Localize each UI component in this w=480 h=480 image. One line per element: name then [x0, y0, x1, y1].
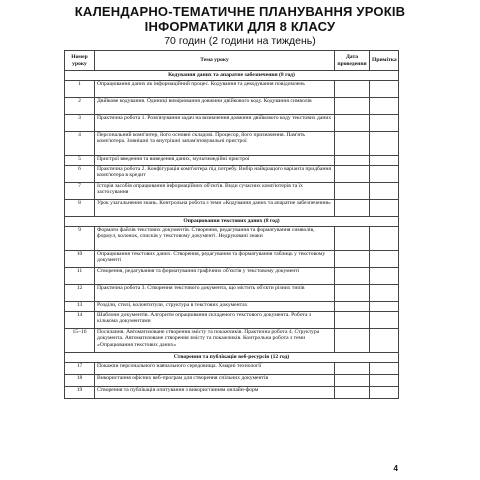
- lesson-number: 14: [65, 312, 95, 329]
- lesson-topic: Практична робота 3. Створення текстового документа, що містить об'єкти різних типів: [95, 285, 335, 302]
- lesson-number: 11: [65, 268, 95, 285]
- column-header-note: Примітка: [370, 51, 399, 71]
- lesson-number: 17: [65, 363, 95, 375]
- lesson-date-cell[interactable]: [335, 387, 370, 399]
- lesson-date-cell[interactable]: [335, 363, 370, 375]
- table-row: [65, 200, 399, 217]
- lesson-note-cell[interactable]: [370, 312, 399, 329]
- lesson-number: 6: [65, 166, 95, 183]
- lesson-topic: Використання офісних веб-програм для створення спільних документів: [95, 375, 335, 387]
- lesson-date-cell[interactable]: [335, 98, 370, 115]
- table-row: [65, 387, 399, 399]
- lesson-date-cell[interactable]: [335, 285, 370, 302]
- lesson-topic: Практична робота 1. Розв'язування задач на визначення довжини двійкового коду текстових даних: [95, 115, 335, 132]
- table-body: [65, 71, 399, 399]
- table-row: [65, 251, 399, 268]
- lesson-note-cell[interactable]: [370, 183, 399, 200]
- section-title: Опрацювання текстових даних (8 год): [65, 217, 399, 227]
- lesson-topic: Пристрої введення та виведення даних, мультимедійні пристрої: [95, 156, 335, 166]
- table-row: [65, 268, 399, 285]
- table-row: [65, 363, 399, 375]
- lesson-number: 8: [65, 200, 95, 217]
- lesson-note-cell[interactable]: [370, 166, 399, 183]
- lesson-note-cell[interactable]: [370, 268, 399, 285]
- lesson-topic: Створення та публікація опитування з використанням онлайн-форм: [95, 387, 335, 399]
- lesson-date-cell[interactable]: [335, 183, 370, 200]
- table-row: [65, 227, 399, 251]
- lesson-note-cell[interactable]: [370, 329, 399, 353]
- lesson-number: 12: [65, 285, 95, 302]
- lesson-number: 1: [65, 81, 95, 98]
- lesson-date-cell[interactable]: [335, 375, 370, 387]
- lesson-topic: Покажчи персонального навчального середовища. Хмарні технології: [95, 363, 335, 375]
- page-title-line1: КАЛЕНДАРНО-ТЕМАТИЧНЕ ПЛАНУВАННЯ УРОКІВ: [74, 4, 406, 19]
- column-header-num: Номер уроку: [65, 51, 95, 71]
- table-row: [65, 132, 399, 156]
- lesson-number: 18: [65, 375, 95, 387]
- lesson-number: 2: [65, 98, 95, 115]
- lesson-topic: Практична робота 2. Конфігурація комп'ютера під потребу. Вибір найкращого варіанта придбання комп'ютера в кредит: [95, 166, 335, 183]
- lesson-topic: Шаблони документів. Алгоритм опрацювання складеного текстового документа. Робота з кількома документами: [95, 312, 335, 329]
- lesson-date-cell[interactable]: [335, 302, 370, 312]
- lesson-date-cell[interactable]: [335, 329, 370, 353]
- page-subtitle: 70 годин (2 години на тиждень): [164, 35, 316, 47]
- table-row: [65, 156, 399, 166]
- lesson-topic: Створення, редагування та форматування графічних об'єктів у текстовому документі: [95, 268, 335, 285]
- lesson-note-cell[interactable]: [370, 285, 399, 302]
- lesson-date-cell[interactable]: [335, 132, 370, 156]
- section-title: Створення та публікація веб-ресурсів (12 год): [65, 353, 399, 363]
- table-section-row: [65, 217, 399, 227]
- table-row: [65, 115, 399, 132]
- lesson-date-cell[interactable]: [335, 156, 370, 166]
- lesson-topic: Посилання. Автоматизоване створення змісту та покажчиків. Практична робота 4. Структура документа. Автоматизоване створення змісту та покажчиків. Контрольна робота з теми «Опрацювання текстових даних»: [95, 329, 335, 353]
- lesson-date-cell[interactable]: [335, 200, 370, 217]
- page-number: 4: [393, 464, 398, 473]
- table-row: [65, 375, 399, 387]
- section-title: Кодування даних та апаратне забезпечення (8 год): [65, 71, 399, 81]
- lesson-topic: Персональний комп'ютер, його основні складові. Процесор, його призначення. Пам'ять комп'ютера. Зовнішні та внутрішні запам'ятовувальні пристрої: [95, 132, 335, 156]
- lesson-number: 13: [65, 302, 95, 312]
- lesson-note-cell[interactable]: [370, 132, 399, 156]
- table-row: [65, 81, 399, 98]
- column-header-topic: Тема уроку: [95, 51, 335, 71]
- lesson-number: 3: [65, 115, 95, 132]
- lesson-topic: Розділи, стилі, колонтитули, структура в текстових документах: [95, 302, 335, 312]
- lesson-date-cell[interactable]: [335, 227, 370, 251]
- lesson-topic: Опрацювання текстових даних. Створення, редагування та форматування таблиць у текстовому документі: [95, 251, 335, 268]
- lesson-note-cell[interactable]: [370, 98, 399, 115]
- lesson-number: 19: [65, 387, 95, 399]
- lesson-date-cell[interactable]: [335, 251, 370, 268]
- lesson-topic: Опрацювання даних як інформаційний процес. Кодування та декодування повідомлень: [95, 81, 335, 98]
- table-row: [65, 329, 399, 353]
- lesson-date-cell[interactable]: [335, 312, 370, 329]
- table-row: [65, 302, 399, 312]
- table-section-row: [65, 71, 399, 81]
- lesson-note-cell[interactable]: [370, 227, 399, 251]
- lesson-number: 15–16: [65, 329, 95, 353]
- lesson-topic: Історія засобів опрацювання інформаційних об'єктів. Види сучасних комп'ютерів та їх застосування: [95, 183, 335, 200]
- table-row: [65, 183, 399, 200]
- lesson-date-cell[interactable]: [335, 81, 370, 98]
- column-header-date: Дата проведення: [335, 51, 370, 71]
- lesson-number: 10: [65, 251, 95, 268]
- lesson-date-cell[interactable]: [335, 166, 370, 183]
- lesson-note-cell[interactable]: [370, 156, 399, 166]
- lesson-number: 9: [65, 227, 95, 251]
- lesson-note-cell[interactable]: [370, 200, 399, 217]
- lesson-date-cell[interactable]: [335, 115, 370, 132]
- lesson-note-cell[interactable]: [370, 81, 399, 98]
- lesson-topic: Урок узагальнення знань. Контрольна робота з теми «Кодування даних та апаратне забезпечення»: [95, 200, 335, 217]
- lesson-topic: Двійкове кодування. Одиниці вимірювання довжини двійкового коду. Кодування символів: [95, 98, 335, 115]
- lesson-note-cell[interactable]: [370, 375, 399, 387]
- table-row: [65, 285, 399, 302]
- lesson-note-cell[interactable]: [370, 115, 399, 132]
- lesson-date-cell[interactable]: [335, 268, 370, 285]
- lesson-number: 4: [65, 132, 95, 156]
- table-header-row: [65, 51, 399, 71]
- lesson-note-cell[interactable]: [370, 302, 399, 312]
- lesson-plan-table: [64, 50, 399, 399]
- lesson-note-cell[interactable]: [370, 363, 399, 375]
- lesson-note-cell[interactable]: [370, 251, 399, 268]
- lesson-note-cell[interactable]: [370, 387, 399, 399]
- table-section-row: [65, 353, 399, 363]
- table-row: [65, 98, 399, 115]
- lesson-number: 5: [65, 156, 95, 166]
- lesson-topic: Формати файлів текстових документів. Створення, редагування та форматування символів, формул, колонок, списків у текстовому документі. Недруковані знаки: [95, 227, 335, 251]
- table-row: [65, 166, 399, 183]
- page-title-line2: ІНФОРМАТИКИ ДЛЯ 8 КЛАСУ: [144, 19, 336, 34]
- table-row: [65, 312, 399, 329]
- lesson-number: 7: [65, 183, 95, 200]
